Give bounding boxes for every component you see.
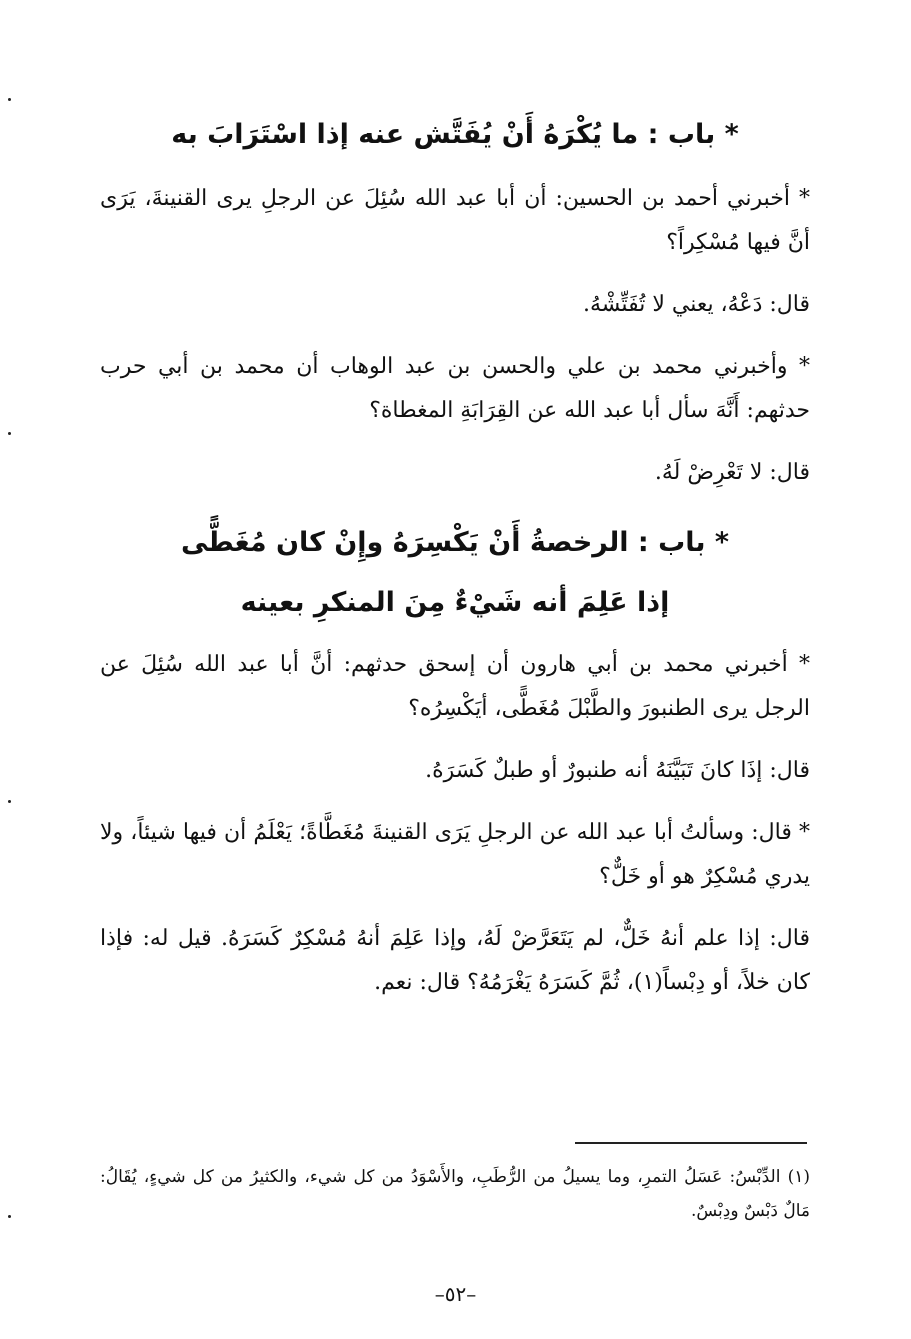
paragraph-1: * أخبرني أحمد بن الحسين: أن أبا عبد الله سُئِلَ عن الرجلِ يرى القنينةَ، يَرَى أنَّ فيها مُسْكِراً؟	[100, 186, 810, 255]
chapter-heading-2-line-1: * باب : الرخصةُ أَنْ يَكْسِرَهُ وإِنْ كان مُغَطًّى	[180, 527, 730, 558]
page-number: –٥٢–	[434, 1282, 477, 1306]
footnote-separator	[575, 1142, 807, 1144]
paragraph-7: * قال: وسألتُ أبا عبد الله عن الرجلِ يَرَى القنينةَ مُغَطَّاةً؛ يَعْلَمُ أن فيها شيئاً، ولا يدري مُسْكِرٌ هو أو خَلٌّ؟	[100, 820, 810, 889]
scan-speck	[8, 432, 11, 435]
paragraph-2: قال: دَعْهُ، يعني لا تُفَتِّشْهُ.	[583, 292, 810, 317]
scan-speck	[8, 800, 11, 803]
footnote: (١) الدِّبْسُ: عَسَلُ التمرِ، وما يسيلُ من الرُّطَبِ، والأَسْوَدُ من كل شيء، والكثيرُ من كل شيءٍ، يُقَالُ: مَالٌ دَبْسٌ ودِبْسٌ.	[100, 1167, 810, 1221]
paragraph-5: * أخبرني محمد بن أبي هارون أن إسحق حدثهم: أنَّ أبا عبد الله سُئِلَ عن الرجل يرى الطنبورَ والطَّبْلَ مُغَطًّى، أيَكْسِرُه؟	[100, 652, 810, 721]
paragraph-6: قال: إذَا كانَ تَبَيَّنَهُ أنه طنبورٌ أو طبلٌ كَسَرَهُ.	[425, 758, 810, 783]
paragraph-4: قال: لا تَعْرِضْ لَهُ.	[654, 460, 810, 485]
scan-speck	[8, 98, 11, 101]
paragraph-8: قال: إذا علم أنهُ خَلٌّ، لم يَتَعَرَّضْ لَهُ، وإذا عَلِمَ أنهُ مُسْكِرٌ كَسَرَهُ. قيل له: فإذا كان خلاً، أو دِبْساً(١)، ثُمَّ كَسَرَهُ يَغْرَمُهُ؟ قال: نعم.	[100, 926, 810, 995]
paragraph-3: * وأخبرني محمد بن علي والحسن بن عبد الوهاب أن محمد بن أبي حرب حدثهم: أَنَّهَ سأل أبا عبد الله عن القِرَابَةِ المغطاة؟	[100, 354, 810, 423]
chapter-heading-1: * باب : ما يُكْرَهُ أَنْ يُفَتَّش عنه إذا اسْتَرَابَ به	[171, 119, 739, 150]
page-body	[100, 105, 810, 1023]
chapter-heading-2-line-2: إذا عَلِمَ أنه شَيْءٌ مِنَ المنكرِ بعينه	[240, 587, 670, 618]
scan-speck	[8, 1215, 11, 1218]
